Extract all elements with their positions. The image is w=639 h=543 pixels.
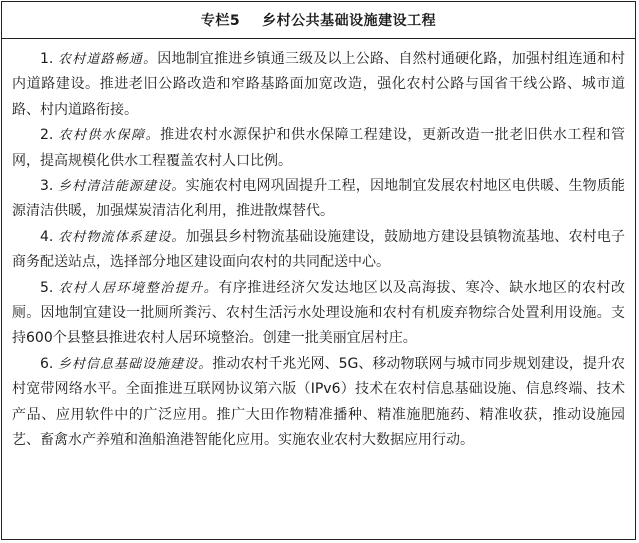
special-column-box [1, 1, 636, 540]
list-item [12, 276, 625, 352]
item-keyword: 农村道路畅通。 [58, 52, 158, 67]
item-keyword: 乡村清洁能源建设。 [58, 179, 186, 195]
item-number: 1. [40, 51, 54, 67]
column-content [2, 39, 635, 454]
column-title: 乡村公共基础设施建设工程 [262, 13, 437, 29]
item-text: 推进农村水源保护和供水保障工程建设，更新改造一批老旧供水工程和管网，提高规模化供水工程覆盖农村人口比例。 [12, 127, 625, 169]
item-number: 3. [40, 178, 54, 195]
list-item [12, 174, 625, 225]
item-text: 实施农村电网巩固提升工程，因地制宜发展农村地区电供暖、生物质能源清洁供暖，加强煤炭清洁化利用，推进散煤替代。 [12, 178, 626, 220]
item-number: 4. [40, 228, 54, 245]
item-keyword: 农村供水保障。 [58, 128, 161, 144]
column-label: 专栏5 [200, 13, 241, 29]
item-number: 2. [40, 127, 54, 144]
item-number: 6. [40, 355, 54, 372]
item-keyword: 农村物流体系建设。 [58, 229, 186, 245]
item-keyword: 农村人居环境整治提升。 [58, 280, 219, 296]
list-item [12, 352, 625, 454]
item-text: 有序推进经济欠发达地区以及高海拔、寒冷、缺水地区的农村改厕。因地制宜建设一批厕所粪污、农村生活污水处理设施和农村有机废弃物综合处置利用设施。支持600个县整县推进农村人居环境整治。创建一批美丽宜居村庄。 [12, 279, 625, 347]
item-number: 5. [40, 279, 54, 296]
item-keyword: 乡村信息基础设施建设。 [57, 356, 213, 372]
list-item [12, 225, 625, 276]
list-item [12, 123, 625, 174]
item-text: 推动农村千兆光网、5G、移动物联网与城市同步规划建设，提升农村宽带网络水平。全面推进互联网协议第六版（IPv6）技术在农村信息基础设施、信息终端、技术产品、应用软件中的广泛应用。推广大田作物精准播种、精准施肥施药、精准收获，推动设施园艺、畜禽水产养殖和渔船渔港智能化应用。实施农业农村大数据应用行动。 [12, 355, 625, 449]
list-item [12, 47, 625, 123]
column-header [2, 2, 635, 39]
item-text: 加强县乡村物流基础设施建设，鼓励地方建设县镇物流基地、农村电子商务配送站点，选择部分地区建设面向农村的共同配送中心。 [12, 228, 626, 271]
item-text: 因地制宜推进乡镇通三级及以上公路、自然村通硬化路，加强村组连通和村内道路建设。推进老旧公路改造和窄路基路面加宽改造，强化农村公路与国省干线公路、城市道路、村内道路衔接。 [12, 51, 626, 118]
